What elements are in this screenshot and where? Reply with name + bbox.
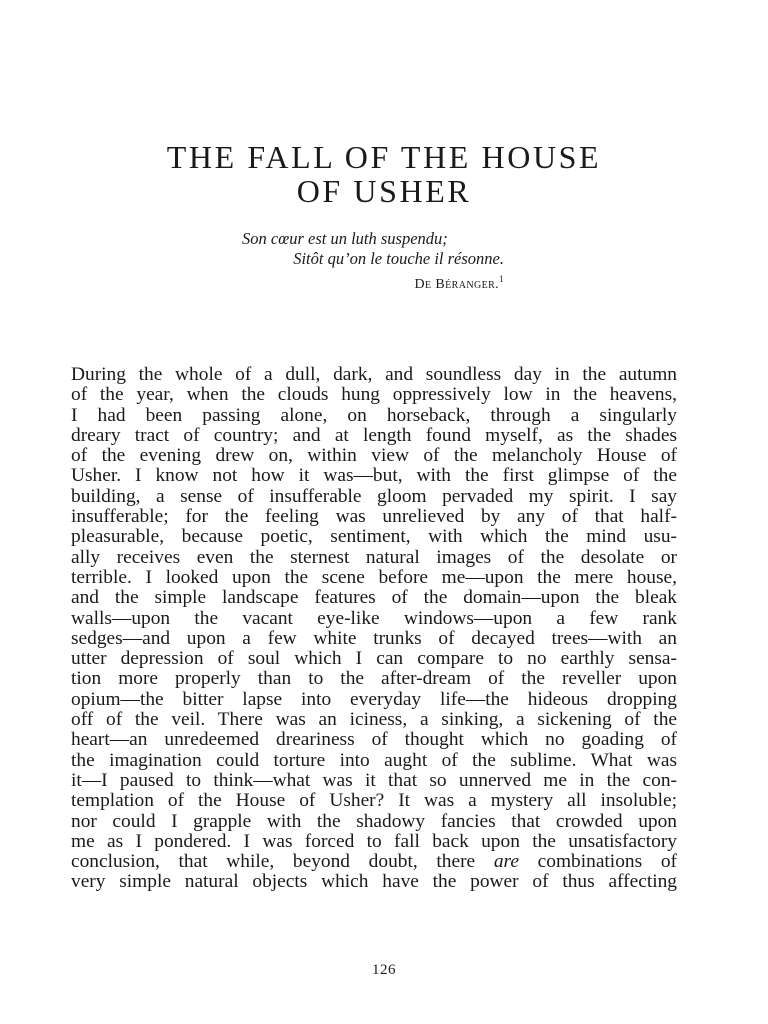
text-line: templation of the House of Usher? It was a mystery all insoluble; [71, 790, 677, 812]
body-paragraph [71, 365, 677, 893]
epigraph [232, 229, 504, 295]
text-line: it—I paused to think—what was it that so unnerved me in the con- [71, 769, 677, 791]
text-line: of the evening drew on, within view of the melancholy House of [71, 445, 677, 467]
text-segment: conclusion, that while, beyond doubt, there [71, 851, 494, 873]
text-line: During the whole of a dull, dark, and soundless day in the autumn [71, 364, 677, 385]
text-line: off of the veil. There was an iciness, a sinking, a sickening of the [71, 709, 677, 731]
epigraph-author: De Béranger. [414, 277, 500, 292]
text-line: nor could I grapple with the shadowy fancies that crowded upon [71, 810, 677, 832]
text-line: sedges—and upon a few white trunks of decayed trees—with an [71, 627, 677, 649]
text-line: me as I pondered. I was forced to fall back upon the unsatisfactory [71, 830, 677, 852]
text-line-with-emphasis [71, 852, 677, 872]
text-line: building, a sense of insufferable gloom pervaded my spirit. I say [71, 485, 677, 507]
text-line: pleasurable, because poetic, sentiment, with which the mind usu- [71, 526, 677, 548]
page-number: 126 [372, 962, 396, 978]
emphasized-word: are [493, 851, 519, 873]
text-line: walls—upon the vacant eye-like windows—upon a few rank [71, 607, 677, 629]
text-line: terrible. I looked upon the scene before me—upon the mere house, [71, 566, 677, 588]
text-line: the imagination could torture into aught of the sublime. What was [71, 749, 677, 771]
text-line: opium—the bitter lapse into everyday life—the hideous dropping [71, 688, 677, 710]
text-line: Usher. I know not how it was—but, with the first glimpse of the [71, 465, 677, 487]
text-line: utter depression of soul which I can compare to no earthly sensa- [71, 648, 677, 670]
text-line: I had been passing alone, on horseback, through a singularly [71, 404, 677, 426]
text-line: insufferable; for the feeling was unrelieved by any of that half- [71, 506, 677, 528]
epigraph-attribution [232, 269, 504, 295]
text-line: and the simple landscape features of the domain—upon the bleak [71, 587, 677, 609]
text-line: ally receives even the sternest natural images of the desolate or [71, 546, 677, 568]
story-title-line-2: OF USHER [296, 173, 472, 209]
epigraph-verse-2: Sitôt qu’on le touche il résonne. [293, 249, 504, 268]
footnote-marker: 1 [499, 274, 504, 284]
text-line: tion more properly than to the after-dream of the reveller upon [71, 668, 677, 690]
text-segment: combinations of [518, 851, 677, 873]
text-line: dreary tract of country; and at length found myself, as the shades [71, 424, 677, 446]
story-title-line-1: THE FALL OF THE HOUSE [166, 139, 602, 175]
text-line: of the year, when the clouds hung oppressively low in the heavens, [71, 384, 677, 406]
text-line: heart—an unredeemed dreariness of thought which no goading of [71, 729, 677, 751]
story-title [0, 140, 768, 208]
text-line: very simple natural objects which have the power of thus affecting [71, 871, 677, 893]
epigraph-verse-1: Son cœur est un luth suspendu; [242, 229, 448, 248]
